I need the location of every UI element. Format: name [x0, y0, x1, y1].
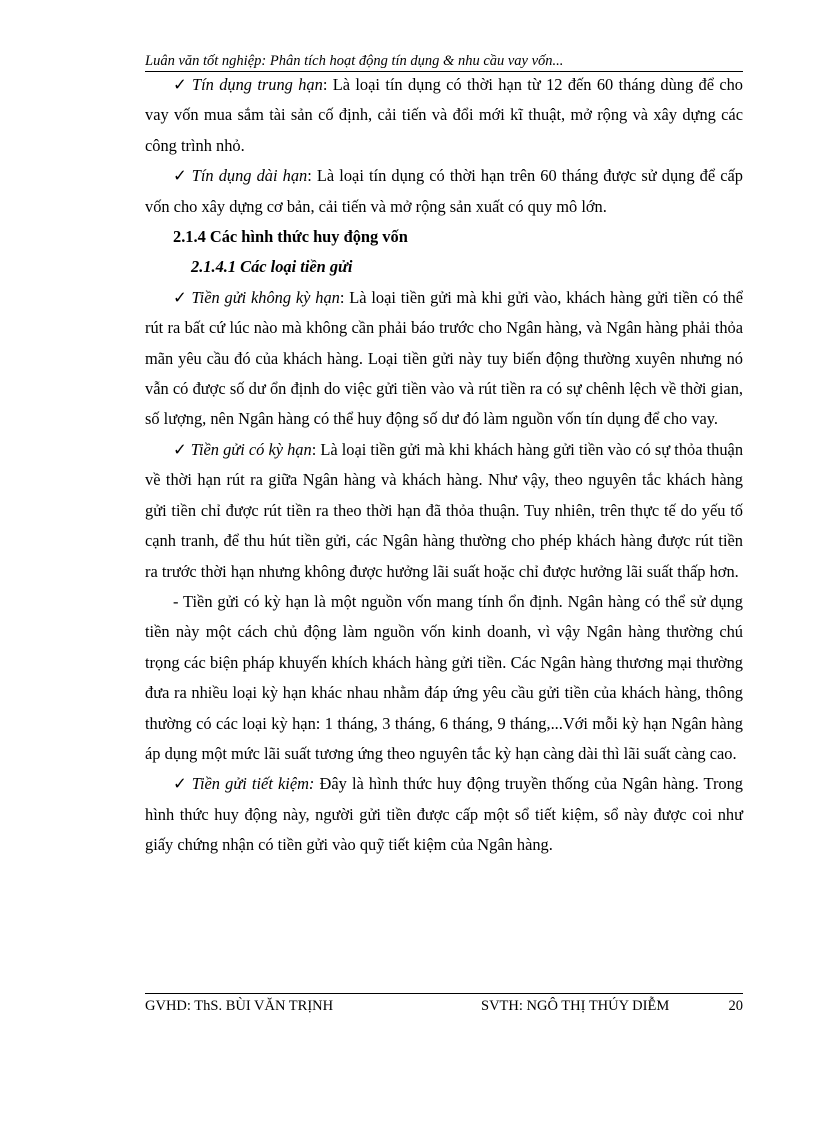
paragraph-text: : Là loại tín dụng có thời hạn từ 12 đến 60 tháng dùng để cho vay vốn mua sắm tài sản cố định, cải tiến và đổi mới kĩ thuật, mở rộng và xây dựng các công trình nhỏ.: [145, 75, 744, 155]
paragraph-term-deposit-detail: [145, 587, 743, 769]
footer-divider: [145, 993, 743, 994]
student-label: SVTH: NGÔ THỊ THÚY DIỄM: [481, 998, 670, 1014]
paragraph-savings-deposit: [145, 769, 743, 860]
check-mark-icon: ✓: [173, 75, 188, 94]
term-label: Tiền gửi tiết kiệm:: [191, 774, 315, 794]
section-heading: 2.1.4 Các hình thức huy động vốn: [173, 227, 408, 247]
check-mark-icon: ✓: [173, 287, 188, 307]
term-label: Tiền gửi không kỳ hạn: [191, 287, 340, 307]
page-number: 20: [728, 998, 743, 1014]
paragraph-term-deposit: [145, 435, 743, 587]
term-label: Tiền gửi có kỳ hạn: [190, 439, 312, 459]
paragraph-text: : Là loại tiền gửi mà khi gửi vào, khách hàng gửi tiền có thể rút ra bất cứ lúc nào mà không cần phải báo trước cho Ngân hàng, và Ngân hàng phải thỏa mãn yêu cầu đó của khách hàng. Loại tiền gửi này tuy biến động thường xuyên nhưng nó vẫn có được số dư ổn định do việc gửi tiền vào và rút tiền ra có sự chênh lệch về thời gian, số lượng, nên Ngân hàng có thể huy động số dư đó làm nguồn vốn tín dụng để cho vay.: [145, 287, 743, 429]
paragraph-text: Đây là hình thức huy động truyền thống của Ngân hàng. Trong hình thức huy động này, người gửi tiền được cấp một sổ tiết kiệm, sổ này được coi như giấy chứng nhận có tiền gửi vào quỹ tiết kiệm của Ngân hàng.: [145, 774, 743, 855]
paragraph-medium-term-credit: [145, 70, 743, 161]
term-label: Tín dụng trung hạn: [192, 75, 323, 94]
paragraph-text: - Tiền gửi có kỳ hạn là một nguồn vốn mang tính ổn định. Ngân hàng có thể sử dụng tiền này một cách chủ động làm nguồn vốn kinh doanh, vì vậy Ngân hàng thường chú trọng các biện pháp khuyến khích khách hàng gửi tiền. Các Ngân hàng thương mại thường đưa ra nhiều loại kỳ hạn khác nhau nhằm đáp ứng yêu cầu gửi tiền của khách hàng, thông thường có các loại kỳ hạn: 1 tháng, 3 tháng, 6 tháng, 9 tháng,...Với mỗi kỳ hạn Ngân hàng áp dụng một mức lãi suất tương ứng theo nguyên tắc kỳ hạn càng dài thì lãi suất càng cao.: [145, 591, 743, 763]
paragraph-long-term-credit: [145, 161, 743, 222]
paragraph-text: : Là loại tiền gửi mà khi khách hàng gửi tiền vào có sự thỏa thuận về thời hạn rút ra giữa Ngân hàng và khách hàng. Như vậy, theo nguyên tắc khách hàng gửi tiền chỉ được rút tiền ra theo thời hạn đã thỏa thuận. Tuy nhiên, trên thực tế do yếu tố cạnh tranh, để thu hút tiền gửi, các Ngân hàng thường cho phép khách hàng được rút tiền ra trước thời hạn nhưng không được hưởng lãi suất hoặc chỉ được hưởng lãi suất thấp hơn.: [145, 439, 744, 581]
subsection-heading: 2.1.4.1 Các loại tiền gửi: [191, 257, 353, 277]
check-mark-icon: ✓: [173, 774, 188, 794]
paragraph-text: : Là loại tín dụng có thời hạn trên 60 tháng được sử dụng để cấp vốn cho xây dựng cơ bản, cải tiến và mở rộng sản xuất có quy mô lớn.: [145, 166, 743, 216]
paragraph-demand-deposit: [145, 283, 743, 435]
check-mark-icon: ✓: [173, 439, 187, 459]
check-mark-icon: ✓: [173, 166, 188, 186]
page-body: [145, 70, 743, 861]
term-label: Tín dụng dài hạn: [191, 166, 308, 186]
advisor-label: GVHD: ThS. BÙI VĂN TRỊNH: [145, 998, 334, 1014]
running-header: Luân văn tốt nghiệp: Phân tích hoạt động tín dụng & nhu cầu vay vốn...: [145, 53, 564, 69]
